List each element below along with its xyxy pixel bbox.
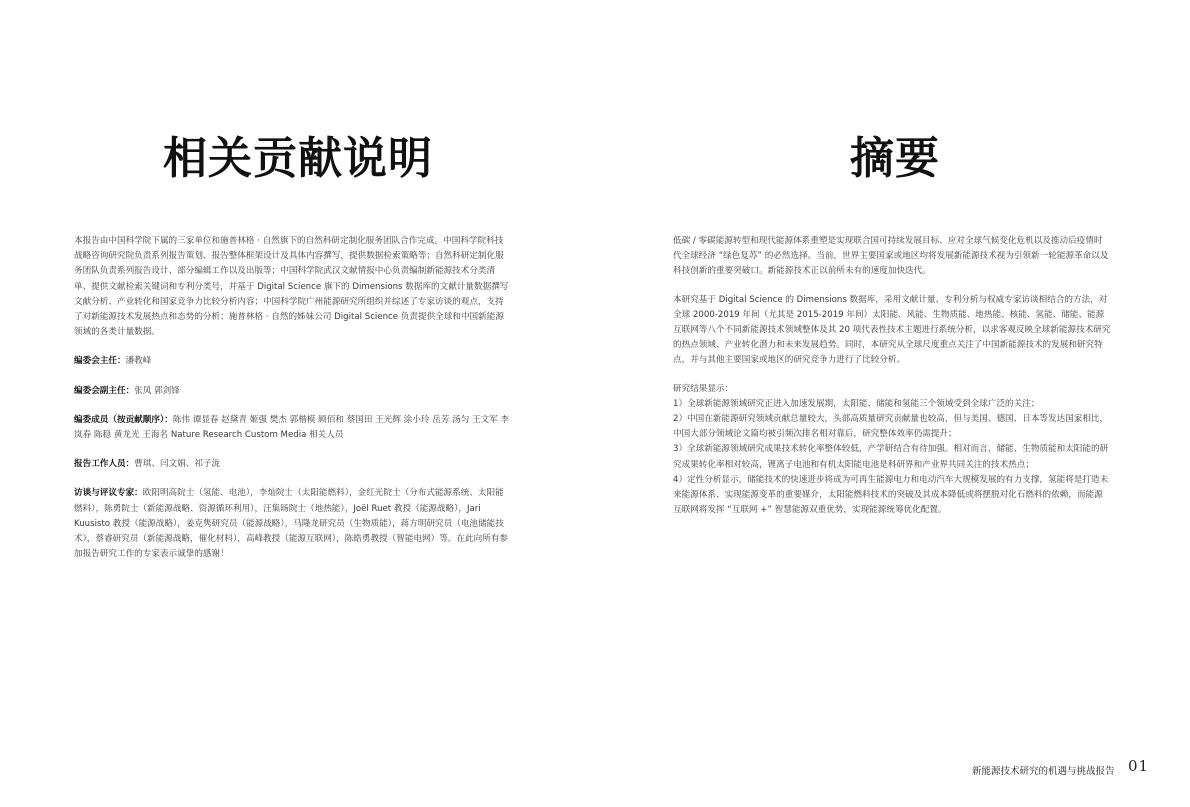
- result-item-4: 4）定性分析显示，储能技术的快速进步将成为可再生能源电力和电动汽车大规模发展的有力支撑，氢能将是打造未来能源体系、实现能源变革的重要媒介，太阳能燃料技术的突破及其成本降低或将摆脱对化石燃料的依赖，而能源互联网将发挥 “互联网 +” 智慧能源双重优势，实现能源统筹优化配置。: [673, 474, 1109, 516]
- members-names: 陈伟 谭显春 赵黛青 姬强 樊杰 郭楷模 顾佰和 蔡国田 王光辉 涂小玲 岳芳 汤匀 王文军 李岚春 陈稳 黄龙光 王海名 Nature Research Custom Media 相关人员: [74, 414, 510, 441]
- members-label: 编委成员（按贡献顺序）：: [74, 414, 173, 425]
- footer-report-title: 新能源技术研究的机遇与挑战报告: [972, 766, 1115, 777]
- result-item-3: 3）全球新能源领域研究成果技术转化率整体较低，产学研结合有待加强。相对而言，储能、生物质能和太阳能的研究成果转化率相对较高，锂离子电池和有机太阳能电池是科研界和产业界共同关注的技术热点；: [673, 444, 1109, 470]
- page-number: 01: [1128, 757, 1150, 775]
- abstract-paragraph-2: 本研究基于 Digital Science 的 Dimensions 数据库，采用文献计量、专利分析与权威专家访谈相结合的方法，对全球 2000-2019 年间（尤其是 2015-2019 年间）太阳能、风能、生物质能、地热能、核能、氢能、储能、能源互联网等八个不同新能源技术领域整体及其 20 项代表性技术主题进行系统分析，以求客观反映全球新能源技术研究的热点领域、产业转化潜力和未来发展趋势。同时，本研究从全球尺度重点关注了中国新能源技术的发展和研究特点，并与其他主要国家或地区的研究竞争力进行了比较分析。: [673, 294, 1111, 366]
- staff-names: 曹琪、闫文娟、祁子泷: [134, 459, 221, 470]
- results-heading: 研究结果显示：: [673, 383, 734, 394]
- abstract-title: 摘要: [850, 133, 940, 184]
- staff-line: [74, 457, 510, 472]
- result-item-1: 1）全球新能源领域研究正进入加速发展期，太阳能、储能和氢能三个领域受到全球广泛的关注；: [673, 398, 1040, 409]
- chief-editor-line: [74, 354, 510, 369]
- experts-names: 欧阳明高院士（氢能、电池），李灿院士（太阳能燃料），金红光院士（分布式能源系统、太阳能燃料），陈勇院士（新能源战略、资源循环利用），汪集旸院士（地热能），Joël Ruet 教授（能源战略），Jari Kuusisto 教授（能源战略），姜克隽研究员（能源战略），马隆龙研究员（生物质能），蒋方明研究员（电池储能技术），蔡睿研究员（新能源战略，催化材料），高峰教授（能源互联网），陈皓勇教授（智能电网）等。在此向所有参加报告研究工作的专家表示诚挚的感谢！: [74, 488, 508, 560]
- contributions-body: [74, 234, 510, 562]
- staff-label: 报告工作人员：: [74, 459, 135, 470]
- experts-line: [74, 486, 510, 562]
- chief-editor-names: 潘教峰: [125, 356, 152, 367]
- experts-label: 访谈与评议专家：: [74, 488, 143, 499]
- deputy-editor-names: 张凤 郭剑锋: [134, 385, 180, 396]
- right-page: [595, 0, 1190, 807]
- deputy-editor-line: [74, 384, 510, 399]
- chief-editor-label: 编委会主任：: [74, 356, 126, 367]
- result-item-2: 2）中国在新能源研究领域贡献总量较大，头部高质量研究贡献量也较高，但与美国、德国、日本等发达国家相比，中国大部分领域论文篇均被引频次排名相对靠后，研究整体效率仍需提升；: [673, 414, 1109, 440]
- contributions-intro: 本报告由中国科学院下属的三家单位和施普林格 · 自然旗下的自然科研定制化服务团队合作完成。中国科学院科技战略咨询研究院负责系列报告策划、报告整体框架设计及具体内容撰写，提供数据检索策略等；自然科研定制化服务团队负责系列报告设计、部分编辑工作以及出版等；中国科学院武汉文献情报中心负责编制新能源技术分类清单、提供文献检索关键词和专利分类号，并基于 Digital Science 旗下的 Dimensions 数据库的文献计量数据撰写文献分析、产业转化和国家竞争力比较分析内容；中国科学院广州能源研究所组织并综述了专家访谈的观点，支持了对新能源技术发展热点和态势的分析；施普林格 · 自然的姊妹公司 Digital Science 负责提供全球和中国新能源领域的各类计量数据。: [74, 236, 509, 338]
- deputy-editor-label: 编委会副主任：: [74, 385, 135, 396]
- abstract-paragraph-1: 低碳 / 零碳能源转型和现代能源体系重塑是实现联合国可持续发展目标、应对全球气候变化危机以及推动后疫情时代全球经济 “绿色复苏” 的必然选择。当前，世界主要国家或地区均将发展新能源技术视为引领新一轮能源革命以及科技创新的重要突破口。新能源技术正以前所未有的速度加快迭代。: [673, 236, 1109, 277]
- abstract-body: [673, 234, 1111, 518]
- contributions-title: 相关贡献说明: [163, 133, 433, 184]
- members-line: [74, 413, 510, 443]
